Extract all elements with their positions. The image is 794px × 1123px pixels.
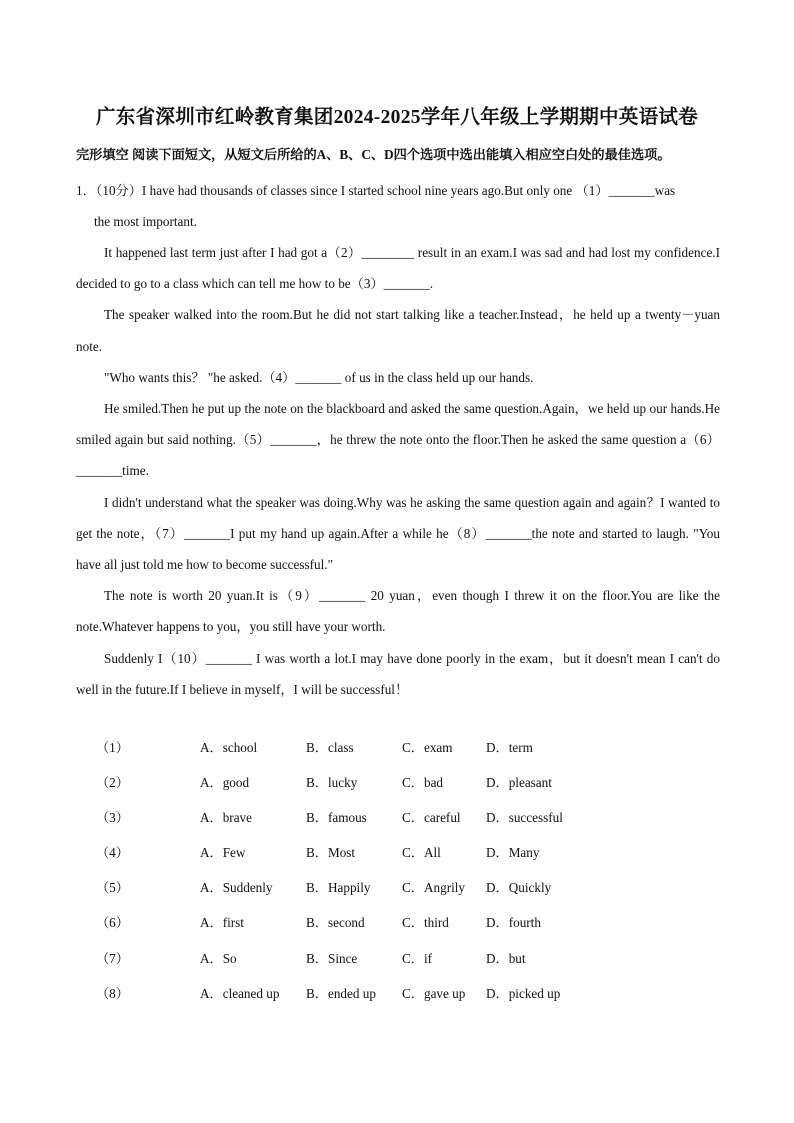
option-d: D．pleasant: [486, 775, 552, 791]
option-row: [96, 877, 696, 912]
passage-paragraph: I didn't understand what the speaker was doing.Why was he asking the same question again and again？I wanted to get the note，（7）_______I put my hand up again.After a while he（8）_______the note and started to laugh. "You have all just told me how to become successful.": [76, 494, 720, 573]
option-c: C．Angrily: [402, 880, 466, 896]
option-a: A．cleaned up: [200, 985, 280, 1001]
option-number: （2）: [96, 775, 129, 791]
option-d: D．fourth: [486, 915, 541, 931]
option-c: C．exam: [402, 740, 453, 755]
option-row: [96, 772, 696, 807]
question-header: 1．（10分）I have had thousands of classes since I started school nine years ago.But only one （1）_______was: [76, 183, 676, 198]
option-number: （1）: [96, 740, 129, 755]
option-c: C．bad: [402, 775, 444, 791]
option-number: （3）: [96, 810, 129, 826]
option-a: A．Suddenly: [200, 880, 273, 896]
passage-paragraph: Suddenly I（10）_______ I was worth a lot.I may have done poorly in the exam，but it doesn't mean I can't do well in the future.If I believe in myself，I will be successful！: [76, 650, 720, 697]
option-number: （8）: [96, 985, 129, 1001]
passage-paragraph: "Who wants this？ "he asked.（4）_______ of us in the class held up our hands.: [104, 369, 534, 385]
option-row: [96, 737, 696, 772]
option-a: A．good: [200, 775, 250, 791]
option-c: C．All: [402, 845, 441, 861]
option-b: B．second: [306, 915, 365, 931]
option-b: B．ended up: [306, 985, 376, 1001]
passage-paragraph: He smiled.Then he put up the note on the blackboard and asked the same question.Again，we held up our hands.He smiled again but said nothing.（5）_______，he threw the note onto the floor.Then he asked the same question a（6）_______time.: [76, 401, 720, 479]
passage: [76, 237, 720, 705]
option-a: A．Few: [200, 845, 246, 861]
option-row: [96, 842, 696, 877]
option-row: [96, 983, 696, 1018]
option-d: D．but: [486, 950, 526, 966]
option-number: （4）: [96, 845, 129, 861]
option-a: A．So: [200, 950, 237, 966]
option-b: B．famous: [306, 810, 367, 826]
option-b: B．lucky: [306, 775, 358, 791]
option-number: （7）: [96, 950, 129, 966]
option-a: A．brave: [200, 810, 252, 826]
option-c: C．if: [402, 950, 433, 966]
option-row: [96, 948, 696, 983]
option-d: D．Quickly: [486, 880, 552, 896]
option-number: （6）: [96, 915, 129, 931]
option-b: B．class: [306, 740, 354, 755]
option-d: D．Many: [486, 845, 540, 861]
option-d: D．term: [486, 740, 533, 755]
options-list: [96, 737, 696, 1018]
option-b: B．Most: [306, 845, 356, 861]
option-row: [96, 807, 696, 842]
question-header-continued: the most important.: [94, 214, 197, 229]
option-b: B．Happily: [306, 880, 371, 896]
passage-paragraph: The note is worth 20 yuan.It is（9）_______ 20 yuan，even though I threw it on the floor.You are like the note.Whatever happens to you，you still have your worth.: [76, 588, 720, 635]
option-a: A．school: [200, 740, 258, 755]
option-c: C．careful: [402, 810, 461, 826]
option-row: [96, 912, 696, 947]
passage-paragraph: It happened last term just after I had got a（2）________ result in an exam.I was sad and had lost my confidence.I decided to go to a class which can tell me how to be（3）_______.: [76, 245, 720, 292]
option-c: C．third: [402, 915, 449, 931]
exam-title: 广东省深圳市红岭教育集团2024-2025学年八年级上学期期中英语试卷: [96, 107, 698, 128]
option-c: C．gave up: [402, 985, 466, 1001]
section-instruction: 完形填空 阅读下面短文，从短文后所给的A、B、C、D四个选项中选出能填入相应空白处的最佳选项。: [76, 147, 671, 162]
option-a: A．first: [200, 915, 244, 931]
option-d: D．picked up: [486, 985, 561, 1001]
option-d: D．successful: [486, 810, 563, 826]
option-number: （5）: [96, 880, 129, 896]
option-b: B．Since: [306, 950, 358, 966]
passage-paragraph: The speaker walked into the room.But he did not start talking like a teacher.Instead，he held up a twenty－yuan note.: [76, 307, 720, 354]
